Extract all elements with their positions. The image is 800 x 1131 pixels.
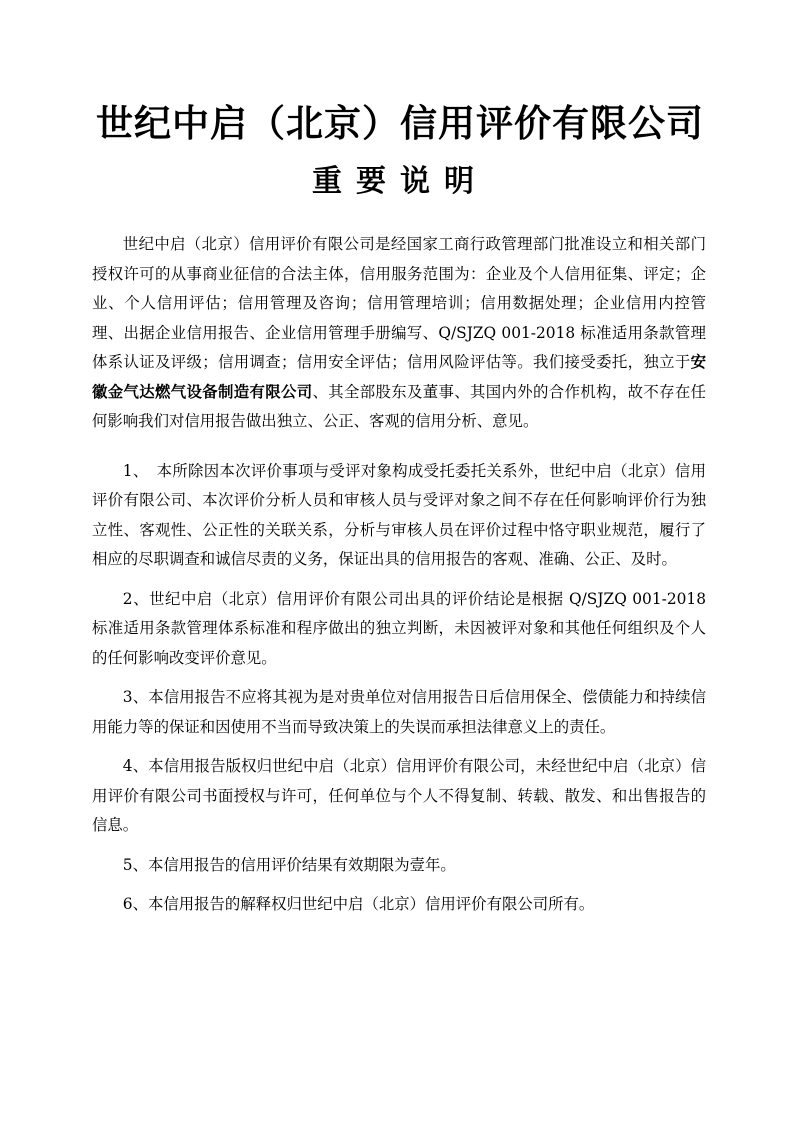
document-title: 世纪中启（北京）信用评价有限公司 xyxy=(96,101,704,145)
client-company-name: 安徽金气达燃气设备制造有限公司 xyxy=(92,353,706,401)
statement-item-5: 5、本信用报告的信用评价结果有效期限为壹年。 xyxy=(122,855,456,874)
document-subtitle: 重要说明 xyxy=(312,164,488,199)
statement-item-6: 6、本信用报告的解释权归世纪中启（北京）信用评价有限公司所有。 xyxy=(122,895,595,913)
statement-item-4: 4、本信用报告版权归世纪中启（北京）信用评价有限公司，未经世纪中启（北京）信用评价有限公司书面授权与许可，任何单位与个人不得复制、转载、散发、和出售报告的信息。 xyxy=(92,757,706,834)
intro-text-before: 世纪中启（北京）信用评价有限公司是经国家工商行政管理部门批准设立和相关部门授权许可的从事商业征信的合法主体，信用服务范围为：企业及个人信用征集、评定；企业、个人信用评估；信用管理及咨询；信用管理培训；信用数据处理；企业信用内控管理、出据企业信用报告、企业信用管理手册编写、Q/SJZQ 001-2018 标准适用条款管理体系认证及评级；信用调查；信用安全评估；信用风险评估等。我们接受委托，独立于 xyxy=(92,235,706,371)
intro-text-after: 、其全部股东及董事、其国内外的合作机构，故不存在任何影响我们对信用报告做出独立、公正、客观的信用分析、意见。 xyxy=(92,382,706,430)
statement-item-2: 2、世纪中启（北京）信用评价有限公司出具的评价结论是根据 Q/SJZQ 001-2018 标准适用条款管理体系标准和程序做出的独立判断，未因被评对象和其他任何组织及个人的任何影响改变评价意见。 xyxy=(92,589,706,667)
statement-item-1: 1、 本所除因本次评价事项与受评对象构成受托委托关系外，世纪中启（北京）信用评价有限公司、本次评价分析人员和审核人员与受评对象之间不存在任何影响评价行为独立性、客观性、公正性的关联关系，分析与审核人员在评价过程中恪守职业规范，履行了相应的尽职调查和诚信尽责的义务，保证出具的信用报告的客观、准确、公正、及时。 xyxy=(92,461,706,568)
intro-paragraph xyxy=(92,230,706,437)
statement-item-3: 3、本信用报告不应将其视为是对贵单位对信用报告日后信用保全、偿债能力和持续信用能力等的保证和因使用不当而导致决策上的失误而承担法律意义上的责任。 xyxy=(92,688,706,736)
document-body xyxy=(92,230,706,930)
